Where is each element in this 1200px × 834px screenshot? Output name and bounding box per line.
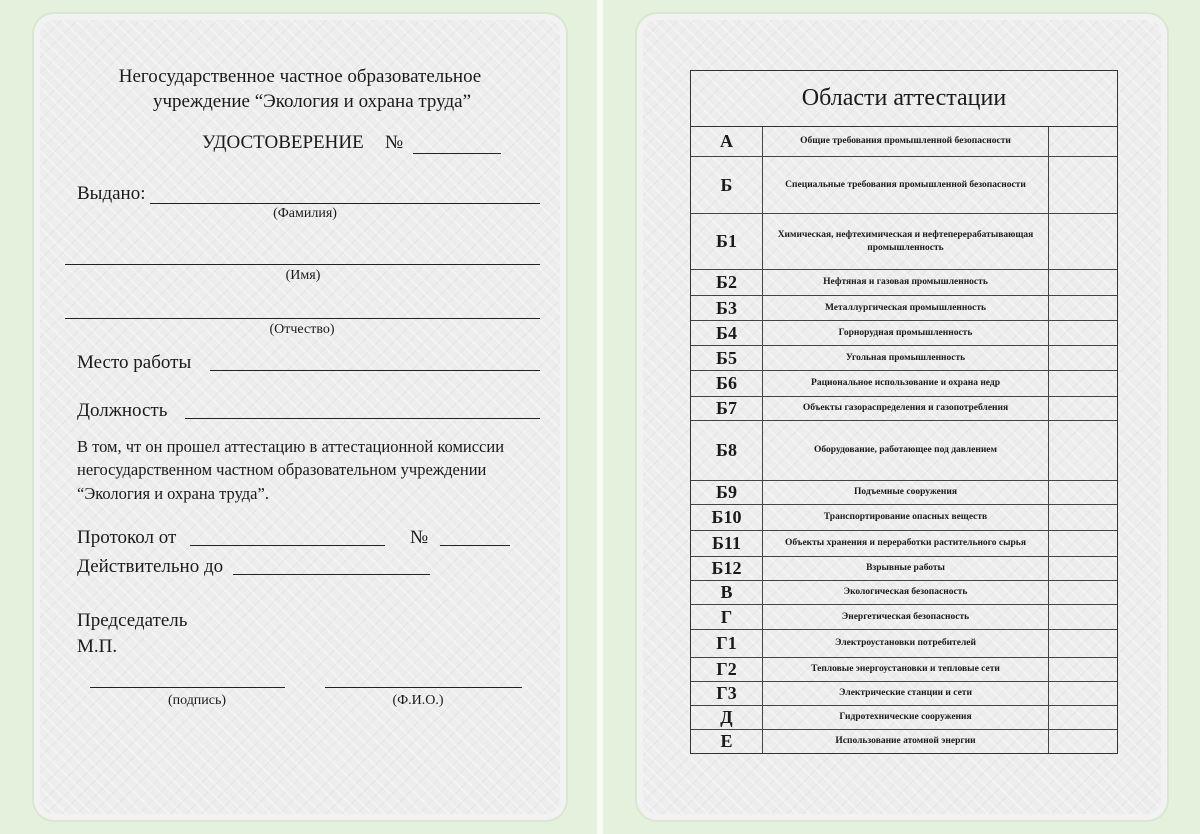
table-row: [691, 658, 1117, 682]
area-mark-cell[interactable]: [1049, 706, 1117, 729]
table-row: [691, 682, 1117, 706]
area-mark-cell[interactable]: [1049, 481, 1117, 504]
org-name-line1: Негосударственное частное образовательное: [118, 66, 482, 87]
signature-hint: (подпись): [167, 693, 227, 708]
area-mark-cell[interactable]: [1049, 296, 1117, 320]
statement-line3: “Экология и охрана труда”.: [77, 484, 269, 503]
area-mark-cell[interactable]: [1049, 321, 1117, 345]
table-row: [691, 296, 1117, 321]
area-description: Общие требования промышленной безопасности: [763, 127, 1049, 156]
position-label: Должность: [77, 400, 168, 421]
certificate-title: УДОСТОВЕРЕНИЕ: [202, 132, 364, 153]
table-body: [691, 127, 1117, 753]
name-field[interactable]: [65, 264, 540, 265]
patronymic-hint: (Отчество): [269, 322, 335, 337]
table-row: [691, 630, 1117, 658]
position-field[interactable]: [185, 418, 540, 419]
table-row: [691, 157, 1117, 214]
area-mark-cell[interactable]: [1049, 505, 1117, 530]
area-description: Горнорудная промышленность: [763, 321, 1049, 345]
area-code: Б11: [691, 531, 763, 556]
signature-field[interactable]: [90, 687, 285, 688]
fullname-hint: (Ф.И.О.): [392, 693, 444, 708]
area-mark-cell[interactable]: [1049, 630, 1117, 657]
table-row: [691, 481, 1117, 505]
area-code: Б6: [691, 371, 763, 396]
area-description: Подъемные сооружения: [763, 481, 1049, 504]
table-row: [691, 421, 1117, 481]
area-description: Объекты хранения и переработки растительного сырья: [763, 531, 1049, 556]
valid-until-field[interactable]: [233, 574, 430, 575]
table-row: [691, 505, 1117, 531]
issued-label: Выдано:: [77, 183, 146, 204]
area-description: Металлургическая промышленность: [763, 296, 1049, 320]
area-code: Г2: [691, 658, 763, 681]
area-mark-cell[interactable]: [1049, 421, 1117, 480]
area-description: Энергетическая безопасность: [763, 605, 1049, 629]
workplace-field[interactable]: [210, 370, 540, 371]
area-mark-cell[interactable]: [1049, 605, 1117, 629]
protocol-number-field[interactable]: [440, 545, 510, 546]
statement-line2: негосударственном частном образовательном учреждении: [77, 460, 487, 479]
table-row: [691, 531, 1117, 557]
area-code: Б10: [691, 505, 763, 530]
area-code: А: [691, 127, 763, 156]
area-description: Взрывные работы: [763, 557, 1049, 580]
area-code: Г: [691, 605, 763, 629]
table-row: [691, 557, 1117, 581]
area-code: Б7: [691, 397, 763, 420]
table-row: [691, 706, 1117, 730]
area-mark-cell[interactable]: [1049, 346, 1117, 370]
area-description: Нефтяная и газовая промышленность: [763, 270, 1049, 295]
area-mark-cell[interactable]: [1049, 127, 1117, 156]
area-description: Электроустановки потребителей: [763, 630, 1049, 657]
fullname-field[interactable]: [325, 687, 522, 688]
area-code: Б9: [691, 481, 763, 504]
page-fold: [597, 0, 603, 834]
area-description: Рациональное использование и охрана недр: [763, 371, 1049, 396]
area-mark-cell[interactable]: [1049, 581, 1117, 604]
area-code: Б2: [691, 270, 763, 295]
area-description: Угольная промышленность: [763, 346, 1049, 370]
area-mark-cell[interactable]: [1049, 658, 1117, 681]
protocol-date-field[interactable]: [190, 545, 385, 546]
area-mark-cell[interactable]: [1049, 214, 1117, 269]
area-description: Электрические станции и сети: [763, 682, 1049, 705]
name-hint: (Имя): [285, 268, 321, 283]
area-mark-cell[interactable]: [1049, 730, 1117, 753]
protocol-number-sign: №: [410, 527, 429, 548]
org-name-line2: учреждение “Экология и охрана труда”: [152, 91, 472, 112]
table-row: [691, 397, 1117, 421]
area-code: Б3: [691, 296, 763, 320]
surname-hint: (Фамилия): [273, 206, 337, 221]
area-description: Транспортирование опасных веществ: [763, 505, 1049, 530]
area-description: Экологическая безопасность: [763, 581, 1049, 604]
area-description: Оборудование, работающее под давлением: [763, 421, 1049, 480]
table-row: [691, 605, 1117, 630]
area-mark-cell[interactable]: [1049, 531, 1117, 556]
area-description: Тепловые энергоустановки и тепловые сети: [763, 658, 1049, 681]
certificate-number-sign: №: [385, 132, 404, 153]
area-mark-cell[interactable]: [1049, 371, 1117, 396]
area-code: В: [691, 581, 763, 604]
area-description: Использование атомной энергии: [763, 730, 1049, 753]
table-row: [691, 214, 1117, 270]
patronymic-field[interactable]: [65, 318, 540, 319]
area-description: Объекты газораспределения и газопотребления: [763, 397, 1049, 420]
table-row: [691, 127, 1117, 157]
attestation-areas-table: [690, 70, 1118, 754]
area-mark-cell[interactable]: [1049, 157, 1117, 213]
chairman-label: Председатель: [77, 610, 188, 631]
area-code: Б12: [691, 557, 763, 580]
area-code: Б1: [691, 214, 763, 269]
table-row: [691, 346, 1117, 371]
area-mark-cell[interactable]: [1049, 270, 1117, 295]
workplace-label: Место работы: [77, 352, 192, 373]
table-row: [691, 371, 1117, 397]
table-row: [691, 270, 1117, 296]
area-mark-cell[interactable]: [1049, 557, 1117, 580]
certificate-number-field[interactable]: [413, 153, 501, 154]
area-code: Б: [691, 157, 763, 213]
table-row: [691, 581, 1117, 605]
table-row: [691, 321, 1117, 346]
area-code: Г1: [691, 630, 763, 657]
area-code: Г3: [691, 682, 763, 705]
stamp-label: М.П.: [77, 636, 118, 657]
area-description: Гидротехнические сооружения: [763, 706, 1049, 729]
area-code: Е: [691, 730, 763, 753]
statement-line1: В том, чт он прошел аттестацию в аттестационной комиссии: [77, 437, 505, 456]
surname-field[interactable]: [150, 203, 540, 204]
area-mark-cell[interactable]: [1049, 397, 1117, 420]
area-description: Химическая, нефтехимическая и нефтеперерабатывающая промышленность: [763, 214, 1049, 269]
valid-until-label: Действительно до: [77, 556, 224, 577]
table-row: [691, 730, 1117, 753]
area-code: Б4: [691, 321, 763, 345]
area-code: Д: [691, 706, 763, 729]
area-description: Специальные требования промышленной безопасности: [763, 157, 1049, 213]
area-code: Б8: [691, 421, 763, 480]
protocol-label: Протокол от: [77, 527, 177, 548]
area-code: Б5: [691, 346, 763, 370]
area-mark-cell[interactable]: [1049, 682, 1117, 705]
table-title: Области аттестации: [691, 71, 1117, 127]
